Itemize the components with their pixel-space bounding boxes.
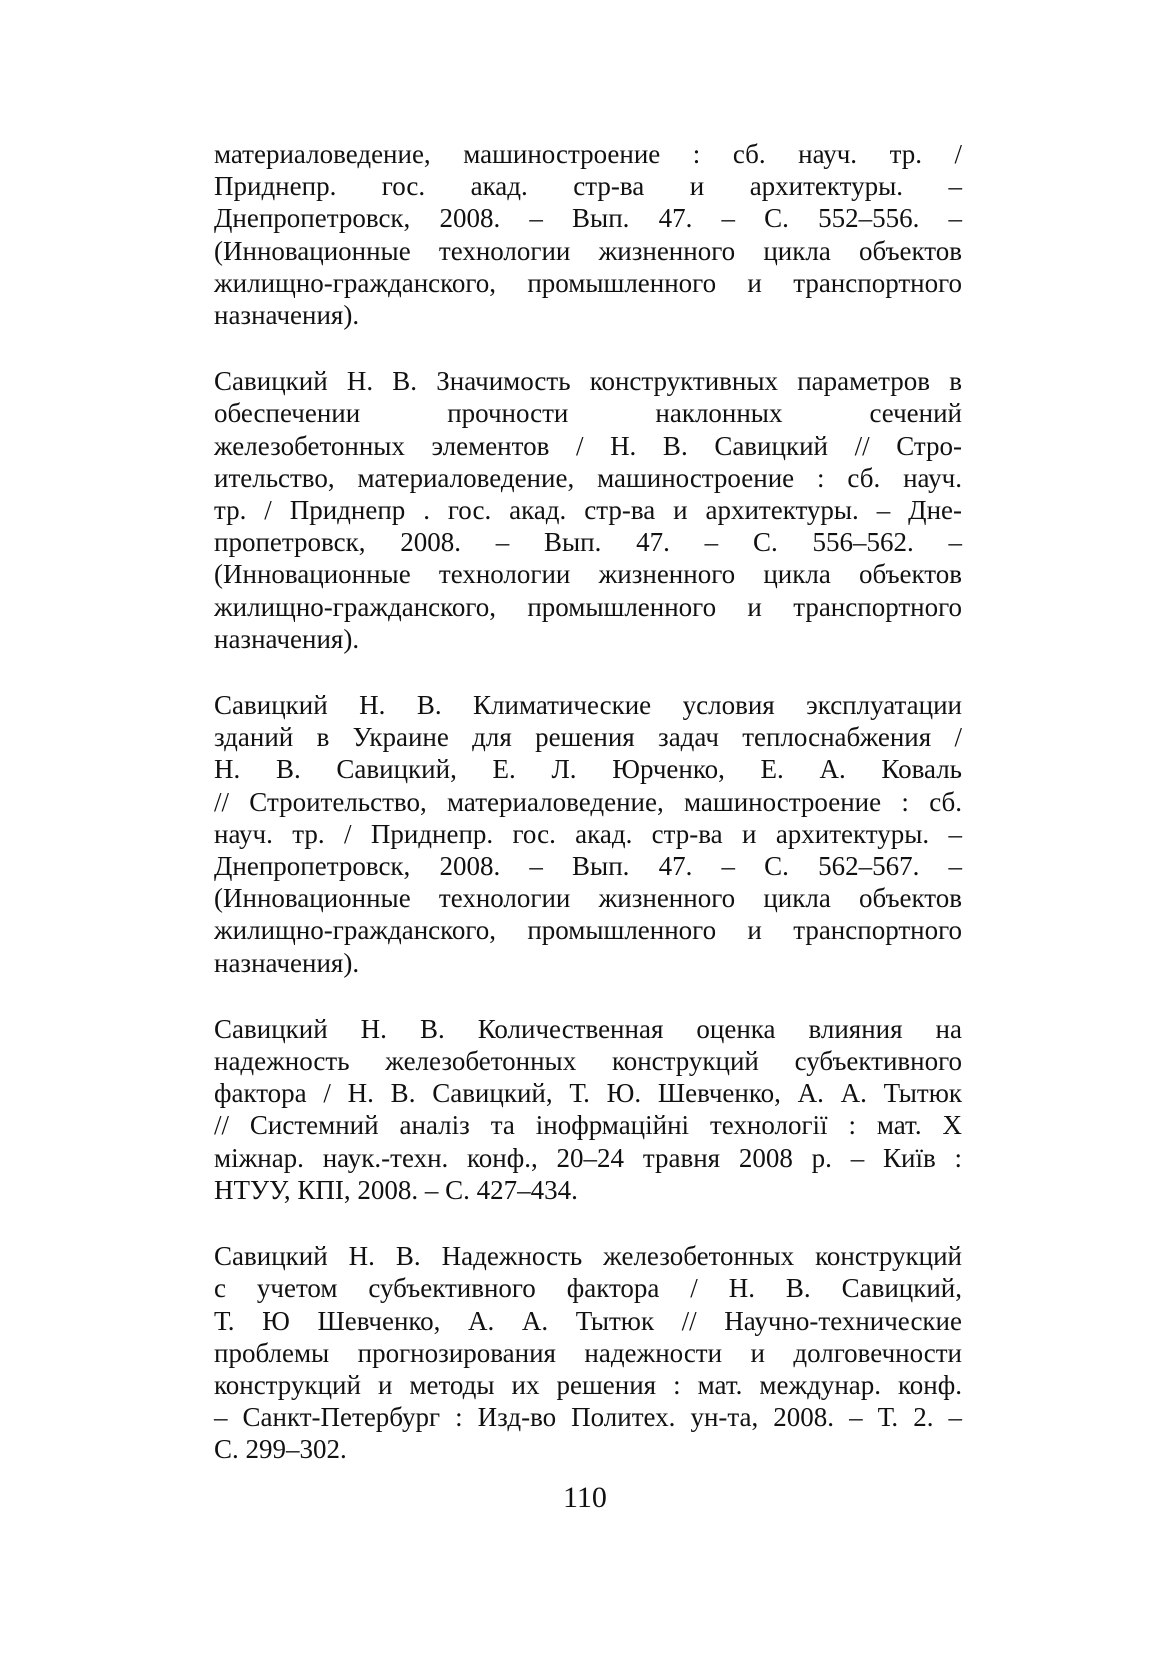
reference-entry-5 (214, 1240, 962, 1465)
reference-line: обеспечении прочности наклонных сечений (214, 398, 962, 429)
reference-line: Савицкий Н. В. Значимость конструктивных параметров в (214, 366, 962, 397)
reference-entry-3 (214, 689, 962, 979)
reference-line: жилищно-гражданского, промышленного и транспортного (214, 591, 962, 622)
reference-line: науч. тр. / Приднепр. гос. акад. стр-ва и архитектуры. – (214, 818, 962, 849)
reference-line: Приднепр. гос. акад. стр-ва и архитектуры. – (214, 171, 962, 202)
reference-line: тр. / Приднепр . гос. акад. стр-ва и архитектуры. – Дне- (214, 495, 962, 526)
reference-line: міжнар. наук.-техн. конф., 20–24 травня 2008 р. – Київ : (214, 1142, 962, 1173)
reference-line: Днепропетровск, 2008. – Вып. 47. – С. 552–556. – (214, 203, 962, 234)
reference-line: жилищно-гражданского, промышленного и транспортного (214, 915, 962, 946)
reference-line: назначения). (214, 947, 360, 978)
reference-line: Днепропетровск, 2008. – Вып. 47. – С. 562–567. – (214, 851, 962, 882)
reference-line: НТУУ, КПІ, 2008. – С. 427–434. (214, 1174, 578, 1205)
reference-line: (Инновационные технологии жизненного цикла объектов (214, 559, 962, 590)
reference-line: Савицкий Н. В. Климатические условия эксплуатации (214, 690, 962, 721)
reference-entry-1 (214, 138, 962, 331)
reference-line: (Инновационные технологии жизненного цикла объектов (214, 235, 962, 266)
reference-line: пропетровск, 2008. – Вып. 47. – С. 556–562. – (214, 527, 962, 558)
reference-line: назначения). (214, 623, 360, 654)
reference-line: С. 299–302. (214, 1434, 347, 1465)
reference-line: материаловедение, машиностроение : сб. науч. тр. / (214, 139, 962, 169)
reference-entry-4 (214, 1013, 962, 1206)
reference-line: – Санкт-Петербург : Изд-во Политех. ун-та, 2008. – Т. 2. – (214, 1402, 962, 1433)
reference-line: // Системний аналіз та інофрмаційні технології : мат. Х (214, 1110, 962, 1141)
reference-line: фактора / Н. В. Савицкий, Т. Ю. Шевченко, А. А. Тытюк (214, 1078, 962, 1109)
reference-line: ительство, материаловедение, машиностроение : сб. науч. (214, 462, 962, 493)
reference-entry-2 (214, 365, 962, 655)
reference-line: железобетонных элементов / Н. В. Савицкий // Стро- (214, 430, 962, 461)
reference-line: проблемы прогнозирования надежности и долговечности (214, 1337, 962, 1368)
reference-line: назначения). (214, 300, 360, 331)
page-number: 110 (563, 1481, 607, 1514)
reference-line: зданий в Украине для решения задач теплоснабжения / (214, 722, 962, 753)
reference-line: Савицкий Н. В. Количественная оценка влияния на (214, 1013, 962, 1044)
reference-line: (Инновационные технологии жизненного цикла объектов (214, 883, 962, 914)
reference-line: надежность железобетонных конструкций субъективного (214, 1046, 962, 1077)
reference-line: с учетом субъективного фактора / Н. В. Савицкий, (214, 1273, 962, 1304)
reference-line: конструкций и методы их решения : мат. междунар. конф. (214, 1369, 962, 1400)
reference-line: Н. В. Савицкий, Е. Л. Юрченко, Е. А. Коваль (214, 754, 962, 785)
reference-line: жилищно-гражданского, промышленного и транспортного (214, 267, 962, 298)
reference-line: Т. Ю Шевченко, А. А. Тытюк // Научно-технические (214, 1305, 962, 1336)
reference-list (214, 138, 962, 1466)
reference-line: Савицкий Н. В. Надежность железобетонных конструкций (214, 1241, 962, 1272)
reference-line: // Строительство, материаловедение, машиностроение : сб. (214, 786, 962, 817)
